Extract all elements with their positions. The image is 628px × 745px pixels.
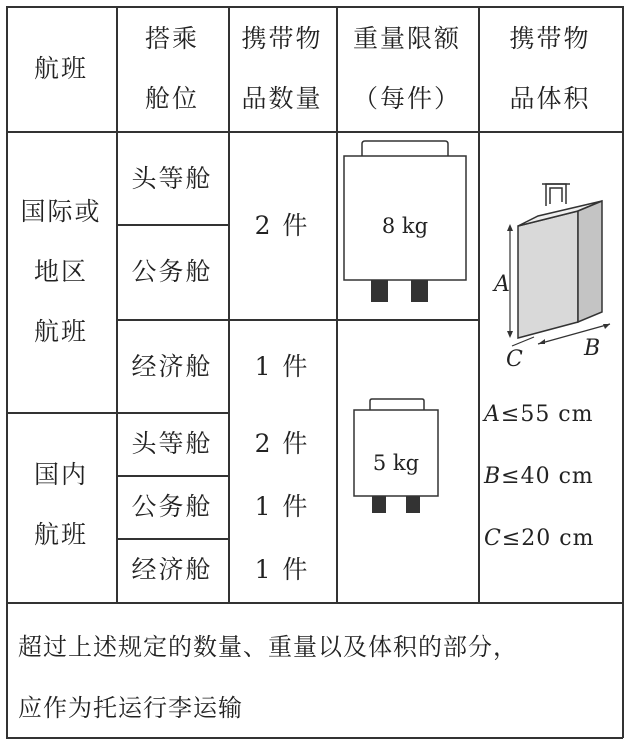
header-cabin-line2: 舱位 [144, 84, 199, 113]
header-weight-line2: （每件） [352, 84, 461, 113]
header-flight: 航班 [33, 54, 88, 83]
group-divider [6, 412, 229, 414]
footnote-divider [6, 602, 623, 604]
group-international-line3: 航班 [33, 317, 88, 346]
header-qty-line1: 携带物 [241, 24, 323, 53]
qty-cell: 1 件 [254, 492, 310, 521]
table-border-right [622, 6, 624, 738]
cabin-cell: 头等舱 [131, 429, 213, 458]
table-border-bottom [6, 737, 623, 739]
group-international-line2: 地区 [33, 257, 88, 286]
header-size-line2: 品体积 [509, 84, 591, 113]
header-size-line1: 携带物 [509, 24, 591, 53]
cabin-cell: 经济舱 [131, 352, 213, 381]
qty-cell-merged: 2 件 [254, 211, 310, 240]
qty-cell: 2 件 [254, 429, 310, 458]
small-bag-weight: 5 kg [372, 451, 420, 475]
cabin-cell: 经济舱 [131, 555, 213, 584]
group-domestic-line2: 航班 [33, 520, 88, 549]
header-cabin-line1: 搭乘 [144, 24, 199, 53]
group-international-line1: 国际或 [20, 197, 102, 226]
limit-b: B≤40 cm [484, 464, 594, 489]
limit-a: A≤55 cm [484, 402, 594, 427]
qty-cell: 1 件 [254, 555, 310, 584]
group-domestic-line1: 国内 [33, 460, 88, 489]
dim-label-c: C [506, 347, 524, 372]
row-divider-5 [116, 538, 229, 540]
header-qty-line2: 品数量 [241, 84, 323, 113]
dim-label-b: B [584, 336, 602, 361]
cabin-cell: 公务舱 [131, 257, 213, 286]
row-divider-2 [116, 319, 479, 321]
row-divider-1 [116, 224, 229, 226]
header-weight-line1: 重量限额 [352, 24, 461, 53]
row-divider-4 [116, 475, 229, 477]
cabin-cell: 公务舱 [131, 492, 213, 521]
cabin-cell: 头等舱 [131, 164, 213, 193]
large-bag-weight: 8 kg [381, 214, 429, 238]
header-divider [6, 131, 623, 133]
table-border-top [6, 6, 623, 8]
table-border-left [6, 6, 8, 738]
limit-c: C≤20 cm [484, 526, 595, 551]
footnote-line1: 超过上述规定的数量、重量以及体积的部分， [18, 633, 518, 661]
dim-label-a: A [494, 272, 511, 297]
qty-cell: 1 件 [254, 352, 310, 381]
footnote-line2: 应作为托运行李运输 [18, 694, 243, 722]
